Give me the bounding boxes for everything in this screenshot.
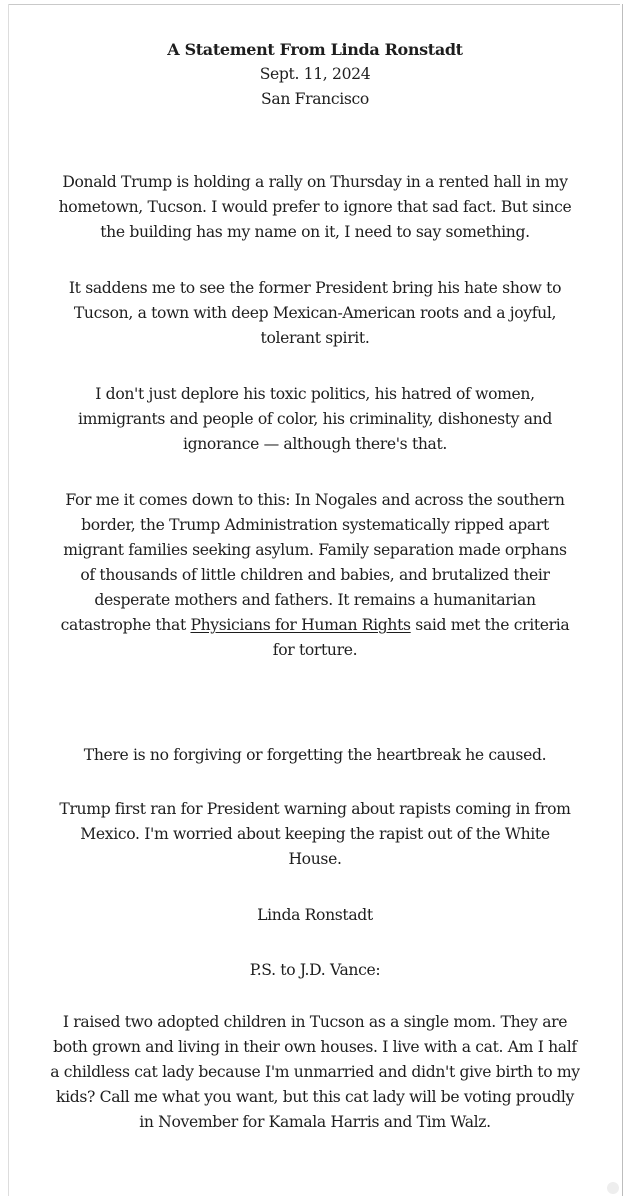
paragraph-4-line-4: of thousands of little children and babies, and brutalized their <box>80 566 550 584</box>
corner-watermark <box>607 1182 619 1194</box>
paragraph-4-line-7: for torture. <box>272 641 358 659</box>
paragraph-5-line-1: There is no forgiving or forgetting the heartbreak he caused. <box>83 746 547 764</box>
paragraph-1-line-3: the building has my name on it, I need to say something. <box>100 223 530 241</box>
paragraph-6-line-1: Trump first ran for President warning about rapists coming in from <box>59 800 571 818</box>
paragraph-4-line-2: border, the Trump Administration systematically ripped apart <box>81 516 549 534</box>
statement-date: Sept. 11, 2024 <box>259 65 371 83</box>
paragraph-4-line-6-before: catastrophe that <box>60 616 191 634</box>
paragraph-2-line-2: Tucson, a town with deep Mexican-American roots and a joyful, <box>73 304 557 322</box>
paragraph-1-line-2: hometown, Tucson. I would prefer to ignore that sad fact. But since <box>58 198 572 216</box>
frame-right-border <box>622 4 623 1196</box>
postscript-heading: P.S. to J.D. Vance: <box>249 961 381 979</box>
paragraph-4-line-5: desperate mothers and fathers. It remains a humanitarian <box>94 591 536 609</box>
paragraph-4-line-3: migrant families seeking asylum. Family separation made orphans <box>63 541 567 559</box>
postscript-line-1: I raised two adopted children in Tucson as a single mom. They are <box>62 1013 568 1031</box>
postscript-line-2: both grown and living in their own houses. I live with a cat. Am I half <box>53 1038 577 1056</box>
paragraph-3-line-3: ignorance — although there's that. <box>182 435 448 453</box>
paragraph-4-line-6-after: said met the criteria <box>410 616 570 634</box>
paragraph-4-line-6 <box>20 613 610 637</box>
postscript-line-5: in November for Kamala Harris and Tim Walz. <box>139 1113 491 1131</box>
paragraph-6-line-2: Mexico. I'm worried about keeping the rapist out of the White <box>80 825 550 843</box>
paragraph-2-line-1: It saddens me to see the former President bring his hate show to <box>68 279 562 297</box>
physicians-for-human-rights-link[interactable]: Physicians for Human Rights <box>190 616 411 634</box>
paragraph-2-line-3: tolerant spirit. <box>260 329 370 347</box>
statement-location: San Francisco <box>261 90 369 108</box>
postscript-line-3: a childless cat lady because I'm unmarried and didn't give birth to my <box>50 1063 580 1081</box>
paragraph-4-line-1: For me it comes down to this: In Nogales and across the southern <box>65 491 565 509</box>
statement-title: A Statement From Linda Ronstadt <box>167 40 463 59</box>
paragraph-1-line-1: Donald Trump is holding a rally on Thursday in a rented hall in my <box>62 173 568 191</box>
signature: Linda Ronstadt <box>257 906 373 924</box>
frame-left-border <box>8 4 9 1196</box>
postscript-line-4: kids? Call me what you want, but this cat lady will be voting proudly <box>56 1088 574 1106</box>
frame-top-border <box>8 4 620 5</box>
paragraph-6-line-3: House. <box>288 850 342 868</box>
paragraph-3-line-2: immigrants and people of color, his criminality, dishonesty and <box>77 410 552 428</box>
paragraph-3-line-1: I don't just deplore his toxic politics, his hatred of women, <box>95 385 535 403</box>
